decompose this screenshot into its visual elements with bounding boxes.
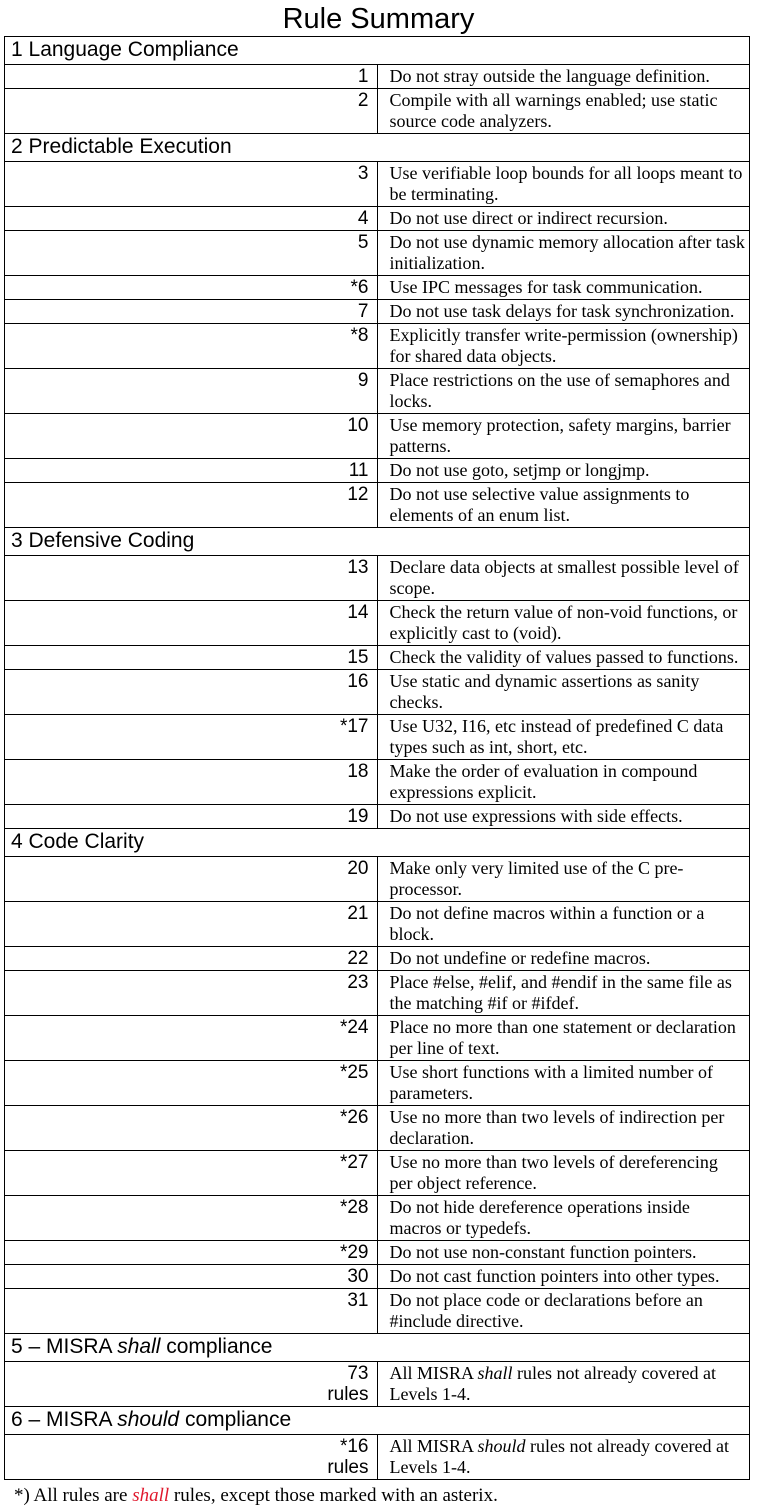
rule-number: 4: [5, 207, 378, 231]
rule-number: 11: [5, 459, 378, 483]
text-segment: Do not use dynamic memory allocation after task initialization.: [389, 232, 745, 273]
section-header-row: [5, 829, 750, 857]
section-header: [5, 1334, 750, 1362]
text-segment: 3 Defensive Coding: [11, 529, 195, 552]
text-segment: Check the return value of non-void functions, or explicitly cast to (void).: [389, 602, 738, 643]
rule-text: [377, 556, 750, 601]
text-segment: Do not use goto, setjmp or longjmp.: [389, 460, 650, 480]
rule-row: [5, 1265, 750, 1289]
section-header: [5, 134, 750, 162]
rule-row: [5, 483, 750, 528]
text-segment: compliance: [179, 1408, 292, 1431]
rule-row: [5, 601, 750, 646]
rule-text: [377, 162, 750, 207]
rule-text: [377, 1196, 750, 1241]
rule-text: [377, 1265, 750, 1289]
text-segment: Compile with all warnings enabled; use static source code analyzers.: [389, 90, 718, 131]
rule-row: [5, 646, 750, 670]
rule-row: [5, 902, 750, 947]
rule-row: [5, 1289, 750, 1334]
rule-number: *27: [5, 1151, 378, 1196]
text-segment: Do not use direct or indirect recursion.: [389, 208, 668, 228]
rule-text: [377, 760, 750, 805]
rule-text: [377, 459, 750, 483]
text-segment: Make only very limited use of the C pre-processor.: [389, 858, 684, 899]
rule-text: [377, 971, 750, 1016]
rule-text: [377, 1016, 750, 1061]
rule-row: [5, 1196, 750, 1241]
rule-text: [377, 231, 750, 276]
text-segment: Place #else, #elif, and #endif in the same file as the matching #if or #ifdef.: [389, 972, 732, 1013]
rule-number: 21: [5, 902, 378, 947]
text-segment: rules, except those marked with an asterix.: [169, 1485, 498, 1506]
rule-row: [5, 947, 750, 971]
section-header: [5, 37, 750, 65]
text-segment: Use verifiable loop bounds for all loops meant to be terminating.: [389, 163, 743, 204]
rule-number: *29: [5, 1241, 378, 1265]
rule-number: 5: [5, 231, 378, 276]
text-segment: Use IPC messages for task communication.: [389, 277, 703, 297]
rule-number: 19: [5, 805, 378, 829]
rule-row: [5, 300, 750, 324]
rule-row: [5, 715, 750, 760]
rule-text: [377, 1435, 750, 1480]
rule-row: [5, 231, 750, 276]
rule-table-body: [5, 37, 750, 1480]
text-segment: Do not use task delays for task synchronization.: [389, 301, 735, 321]
section-header: [5, 829, 750, 857]
rule-row: [5, 65, 750, 89]
emphasized-text: should: [117, 1408, 180, 1431]
rule-row: [5, 1016, 750, 1061]
section-header-row: [5, 1334, 750, 1362]
text-segment: Do not stray outside the language definition.: [389, 66, 710, 86]
text-segment: Use short functions with a limited number of parameters.: [389, 1062, 713, 1103]
rule-text: [377, 324, 750, 369]
text-segment: Do not define macros within a function or a block.: [389, 903, 705, 944]
rule-text: [377, 1151, 750, 1196]
rule-text: [377, 89, 750, 134]
rule-number: 3: [5, 162, 378, 207]
text-segment: compliance: [160, 1335, 273, 1358]
rule-text: [377, 207, 750, 231]
rule-number: *24: [5, 1016, 378, 1061]
rule-row: [5, 1435, 750, 1480]
rule-row: [5, 670, 750, 715]
rule-text: [377, 65, 750, 89]
rule-text: [377, 947, 750, 971]
text-segment: Place restrictions on the use of semaphores and locks.: [389, 370, 730, 411]
rule-text: [377, 1106, 750, 1151]
rule-number: *6: [5, 276, 378, 300]
text-segment: Place no more than one statement or declaration per line of text.: [389, 1017, 736, 1058]
rule-number: 13: [5, 556, 378, 601]
rule-number: 31: [5, 1289, 378, 1334]
rule-number: 7: [5, 300, 378, 324]
rule-row: [5, 459, 750, 483]
text-segment: Explicitly transfer write-permission (ownership) for shared data objects.: [389, 325, 738, 366]
rule-row: [5, 162, 750, 207]
rule-number: 14: [5, 601, 378, 646]
rule-text: [377, 902, 750, 947]
section-header: [5, 528, 750, 556]
rule-number: *28: [5, 1196, 378, 1241]
rule-row: [5, 857, 750, 902]
emphasized-text: should: [477, 1436, 526, 1456]
text-segment: 5 – MISRA: [11, 1335, 118, 1358]
rule-row: [5, 556, 750, 601]
section-header-row: [5, 528, 750, 556]
rule-number: 16: [5, 670, 378, 715]
text-segment: Do not use expressions with side effects.: [389, 806, 683, 826]
section-header-row: [5, 134, 750, 162]
rule-text: [377, 276, 750, 300]
rule-text: [377, 715, 750, 760]
rule-table: [4, 36, 750, 1480]
text-segment: Use memory protection, safety margins, barrier patterns.: [389, 415, 731, 456]
rule-number: 12: [5, 483, 378, 528]
rule-number: 20: [5, 857, 378, 902]
rule-text: [377, 646, 750, 670]
rule-text: [377, 805, 750, 829]
rule-text: [377, 483, 750, 528]
text-segment: 1 Language Compliance: [11, 38, 239, 61]
rule-row: [5, 369, 750, 414]
rule-text: [377, 1241, 750, 1265]
rule-text: [377, 1061, 750, 1106]
rule-text: [377, 670, 750, 715]
text-segment: 6 – MISRA: [11, 1408, 118, 1431]
rule-row: [5, 805, 750, 829]
emphasized-text: shall: [477, 1363, 513, 1383]
text-segment: Do not place code or declarations before an #include directive.: [389, 1290, 703, 1331]
rule-number: 73 rules: [5, 1362, 378, 1407]
text-segment: Do not cast function pointers into other types.: [389, 1266, 720, 1286]
text-segment: Use no more than two levels of indirection per declaration.: [389, 1107, 725, 1148]
rule-number: *25: [5, 1061, 378, 1106]
rule-row: [5, 1241, 750, 1265]
rule-text: [377, 1289, 750, 1334]
section-header: [5, 1407, 750, 1435]
text-segment: Do not undefine or redefine macros.: [389, 948, 651, 968]
text-segment: rules not already covered at Levels 1-4.: [389, 1436, 729, 1477]
rule-number: 9: [5, 369, 378, 414]
rule-row: [5, 971, 750, 1016]
text-segment: Check the validity of values passed to functions.: [389, 647, 739, 667]
rule-text: [377, 300, 750, 324]
footnote: [14, 1484, 757, 1507]
rule-number: *16 rules: [5, 1435, 378, 1480]
rule-row: [5, 1362, 750, 1407]
text-segment: Do not hide dereference operations inside macros or typedefs.: [389, 1197, 690, 1238]
rule-text: [377, 414, 750, 459]
text-segment: 4 Code Clarity: [11, 830, 145, 853]
text-segment: All MISRA: [389, 1436, 478, 1456]
text-segment: Do not use selective value assignments to elements of an enum list.: [389, 484, 690, 525]
text-segment: rules not already covered at Levels 1-4.: [389, 1363, 716, 1404]
emphasized-text: shall: [117, 1335, 161, 1358]
rule-text: [377, 601, 750, 646]
rule-row: [5, 1061, 750, 1106]
rule-number: *8: [5, 324, 378, 369]
rule-number: 18: [5, 760, 378, 805]
rule-number: 22: [5, 947, 378, 971]
section-header-row: [5, 37, 750, 65]
rule-row: [5, 207, 750, 231]
rule-number: 2: [5, 89, 378, 134]
rule-text: [377, 857, 750, 902]
document-title: Rule Summary: [282, 3, 475, 35]
section-header-row: [5, 1407, 750, 1435]
text-segment: 2 Predictable Execution: [11, 135, 232, 158]
rule-row: [5, 324, 750, 369]
text-segment: Use U32, I16, etc instead of predefined C data types such as int, short, etc.: [389, 716, 724, 757]
rule-row: [5, 1106, 750, 1151]
rule-number: 15: [5, 646, 378, 670]
rule-number: 1: [5, 65, 378, 89]
text-segment: All MISRA: [389, 1363, 478, 1383]
rule-row: [5, 89, 750, 134]
rule-number: *26: [5, 1106, 378, 1151]
rule-number: *17: [5, 715, 378, 760]
text-segment: Make the order of evaluation in compound expressions explicit.: [389, 761, 698, 802]
rule-row: [5, 414, 750, 459]
emphasized-text: shall: [132, 1485, 170, 1506]
rule-number: 30: [5, 1265, 378, 1289]
text-segment: Use static and dynamic assertions as sanity checks.: [389, 671, 700, 712]
rule-row: [5, 276, 750, 300]
rule-number: 10: [5, 414, 378, 459]
rule-row: [5, 1151, 750, 1196]
text-segment: Do not use non-constant function pointers.: [389, 1242, 697, 1262]
rule-text: [377, 1362, 750, 1407]
text-segment: Use no more than two levels of dereferencing per object reference.: [389, 1152, 718, 1193]
rule-number: 23: [5, 971, 378, 1016]
rule-text: [377, 369, 750, 414]
rule-row: [5, 760, 750, 805]
text-segment: *) All rules are: [14, 1485, 133, 1506]
text-segment: Declare data objects at smallest possible level of scope.: [389, 557, 739, 598]
